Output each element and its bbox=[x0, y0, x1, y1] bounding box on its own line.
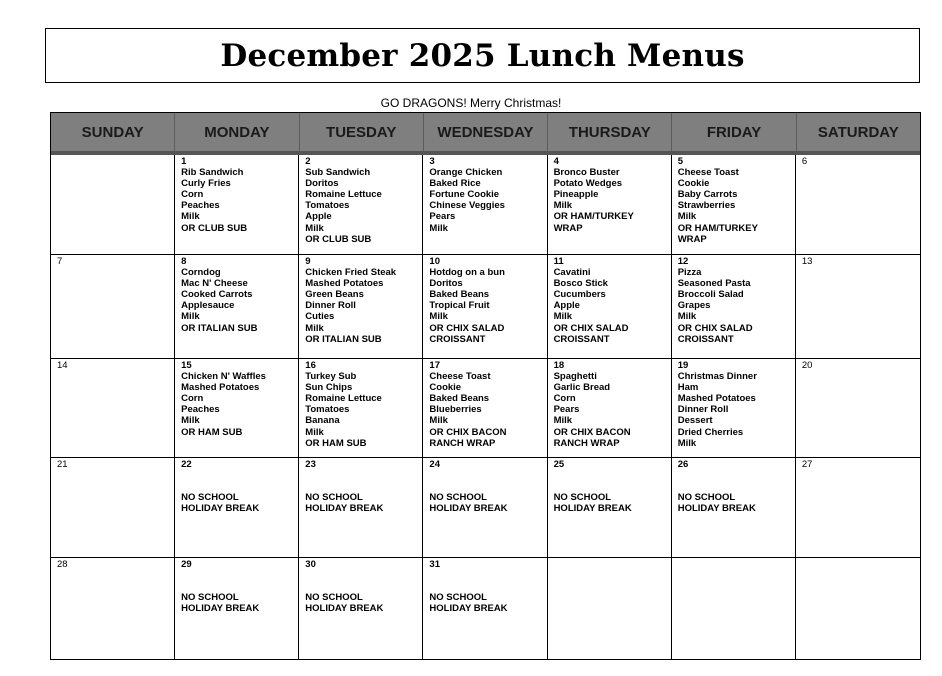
menu-item: WRAP bbox=[553, 222, 583, 234]
day-cell bbox=[299, 558, 423, 659]
day-cell bbox=[299, 458, 423, 558]
menu-item: OR CHIX BACON bbox=[553, 426, 631, 438]
menu-item: OR CLUB SUB bbox=[305, 233, 372, 245]
menu-item: Sun Chips bbox=[305, 382, 353, 394]
menu-item: Baby Carrots bbox=[677, 189, 738, 201]
day-cell bbox=[423, 359, 547, 458]
weekday-thursday: THURSDAY bbox=[548, 113, 672, 151]
day-number: 15 bbox=[181, 360, 192, 371]
menu-item: OR HAM SUB bbox=[181, 426, 243, 438]
menu-item: Apple bbox=[553, 300, 580, 312]
menu-item: Corndog bbox=[181, 267, 221, 279]
menu-item: Garlic Bread bbox=[553, 382, 611, 394]
menu-item: HOLIDAY BREAK bbox=[305, 603, 384, 615]
menu-item: Sub Sandwich bbox=[305, 167, 371, 179]
day-number: 27 bbox=[801, 459, 813, 470]
menu-item: Milk bbox=[181, 415, 200, 427]
menu-item: Doritos bbox=[305, 178, 339, 190]
menu-item: Dried Cherries bbox=[677, 426, 744, 438]
menu-item: Milk bbox=[181, 311, 200, 323]
menu-item: NO SCHOOL bbox=[181, 492, 239, 504]
day-number: 29 bbox=[181, 559, 192, 570]
day-cell bbox=[672, 458, 796, 558]
menu-item: RANCH WRAP bbox=[553, 437, 620, 449]
menu-item: Bronco Buster bbox=[553, 167, 620, 179]
day-cell bbox=[548, 359, 672, 458]
weekday-monday: MONDAY bbox=[175, 113, 299, 151]
menu-item: Cookie bbox=[677, 178, 710, 190]
weekday-friday: FRIDAY bbox=[672, 113, 796, 151]
menu-item: Corn bbox=[553, 393, 576, 405]
menu-item: Potato Wedges bbox=[553, 178, 623, 190]
day-number: 23 bbox=[305, 459, 316, 470]
day-number: 8 bbox=[181, 256, 187, 267]
page-title: December 2025 Lunch Menus bbox=[220, 37, 745, 74]
menu-item: Tropical Fruit bbox=[429, 300, 490, 312]
day-number: 18 bbox=[553, 360, 565, 371]
day-cell bbox=[423, 558, 547, 659]
day-cell bbox=[423, 458, 547, 558]
menu-item: HOLIDAY BREAK bbox=[429, 603, 508, 615]
menu-item: Cooked Carrots bbox=[181, 289, 253, 301]
menu-item: Dinner Roll bbox=[677, 404, 729, 416]
menu-item: Milk bbox=[553, 415, 573, 427]
menu-item: Tomatoes bbox=[305, 200, 350, 212]
menu-item: Mashed Potatoes bbox=[181, 382, 260, 394]
menu-item: Doritos bbox=[429, 278, 463, 290]
title-box bbox=[45, 28, 920, 83]
day-cell bbox=[51, 359, 175, 458]
menu-item: Milk bbox=[305, 322, 324, 334]
day-cell bbox=[548, 155, 672, 255]
menu-item: Milk bbox=[553, 311, 573, 323]
menu-item: HOLIDAY BREAK bbox=[181, 603, 260, 615]
weekday-wednesday: WEDNESDAY bbox=[424, 113, 548, 151]
menu-item: RANCH WRAP bbox=[429, 437, 496, 449]
menu-item: Romaine Lettuce bbox=[305, 189, 382, 201]
day-number: 28 bbox=[57, 559, 68, 570]
day-number: 13 bbox=[801, 256, 813, 267]
menu-item: OR ITALIAN SUB bbox=[305, 333, 382, 345]
menu-item: Chicken N' Waffles bbox=[181, 371, 266, 383]
menu-item: Fortune Cookie bbox=[429, 189, 500, 201]
menu-item: Pears bbox=[429, 211, 456, 223]
calendar bbox=[50, 112, 921, 660]
weekday-sunday: SUNDAY bbox=[51, 113, 175, 151]
menu-item: Cheese Toast bbox=[429, 371, 491, 383]
day-cell bbox=[51, 458, 175, 558]
day-number: 4 bbox=[553, 156, 559, 167]
menu-item: Pears bbox=[553, 404, 580, 416]
menu-item: CROISSANT bbox=[677, 333, 734, 345]
day-cell bbox=[299, 255, 423, 359]
menu-item: Green Beans bbox=[305, 289, 364, 301]
menu-item: Milk bbox=[677, 311, 697, 323]
menu-item: Milk bbox=[677, 437, 697, 449]
day-cell bbox=[548, 458, 672, 558]
menu-item: HOLIDAY BREAK bbox=[553, 503, 632, 515]
day-cell bbox=[796, 558, 920, 659]
weekday-saturday: SATURDAY bbox=[817, 123, 899, 141]
day-number: 17 bbox=[429, 360, 440, 371]
day-number: 25 bbox=[553, 459, 565, 470]
menu-item: Baked Beans bbox=[429, 289, 490, 301]
menu-item: Banana bbox=[305, 415, 340, 427]
menu-item: Cookie bbox=[429, 382, 462, 394]
day-cell bbox=[51, 155, 175, 255]
menu-item: Pineapple bbox=[553, 189, 599, 201]
menu-item: OR HAM/TURKEY bbox=[553, 211, 634, 223]
menu-item: Peaches bbox=[181, 200, 220, 212]
day-cell bbox=[796, 255, 920, 359]
day-number: 30 bbox=[305, 559, 316, 570]
day-cell bbox=[175, 359, 299, 458]
day-cell bbox=[299, 155, 423, 255]
day-cell bbox=[672, 558, 796, 659]
day-cell bbox=[796, 458, 920, 558]
menu-item: Christmas Dinner bbox=[677, 371, 757, 383]
day-number: 22 bbox=[181, 459, 192, 470]
day-number: 19 bbox=[677, 360, 689, 371]
menu-item: Pizza bbox=[677, 267, 702, 279]
menu-item: Chicken Fried Steak bbox=[305, 267, 397, 279]
day-number: 10 bbox=[429, 256, 440, 267]
day-number: 1 bbox=[181, 156, 187, 167]
menu-item: OR ITALIAN SUB bbox=[181, 322, 258, 334]
day-cell bbox=[548, 558, 672, 659]
day-cell bbox=[299, 359, 423, 458]
menu-item: CROISSANT bbox=[429, 333, 486, 345]
menu-item: Chinese Veggies bbox=[429, 200, 505, 212]
menu-item: Dinner Roll bbox=[305, 300, 356, 312]
menu-item: Apple bbox=[305, 211, 332, 223]
day-number: 3 bbox=[429, 156, 435, 167]
menu-item: Milk bbox=[305, 426, 324, 438]
menu-item: Bosco Stick bbox=[553, 278, 608, 290]
day-number: 26 bbox=[677, 459, 689, 470]
menu-item: Peaches bbox=[181, 404, 220, 416]
day-number: 24 bbox=[429, 459, 440, 470]
menu-item: NO SCHOOL bbox=[305, 592, 363, 604]
day-number: 16 bbox=[305, 360, 316, 371]
calendar-grid bbox=[51, 155, 920, 659]
day-number: 9 bbox=[305, 256, 311, 267]
day-cell bbox=[423, 155, 547, 255]
day-cell bbox=[672, 155, 796, 255]
menu-item: NO SCHOOL bbox=[677, 492, 736, 504]
day-number: 12 bbox=[677, 256, 689, 267]
menu-item: Milk bbox=[553, 200, 573, 212]
day-cell bbox=[51, 255, 175, 359]
menu-item: HOLIDAY BREAK bbox=[677, 503, 756, 515]
menu-item: Seasoned Pasta bbox=[677, 278, 751, 290]
menu-item: Baked Rice bbox=[429, 178, 481, 190]
menu-item: Dessert bbox=[677, 415, 713, 427]
day-cell bbox=[51, 558, 175, 659]
menu-item: HOLIDAY BREAK bbox=[305, 503, 384, 515]
menu-item: OR CHIX SALAD bbox=[677, 322, 753, 334]
menu-item: OR CLUB SUB bbox=[181, 222, 248, 234]
menu-item: Cheese Toast bbox=[677, 167, 739, 179]
menu-item: Tomatoes bbox=[305, 404, 350, 416]
menu-item: Romaine Lettuce bbox=[305, 393, 382, 405]
day-cell bbox=[175, 255, 299, 359]
menu-item: Orange Chicken bbox=[429, 167, 503, 179]
menu-item: Baked Beans bbox=[429, 393, 490, 405]
menu-item: Curly Fries bbox=[181, 178, 231, 190]
day-cell bbox=[175, 558, 299, 659]
menu-item: Corn bbox=[181, 189, 204, 201]
menu-item: NO SCHOOL bbox=[305, 492, 363, 504]
menu-item: Blueberries bbox=[429, 404, 482, 416]
subtitle: GO DRAGONS! Merry Christmas! bbox=[380, 96, 562, 110]
day-cell bbox=[423, 255, 547, 359]
day-cell bbox=[548, 255, 672, 359]
weekday-header bbox=[51, 113, 920, 155]
menu-item: Mashed Potatoes bbox=[305, 278, 384, 290]
day-cell bbox=[796, 359, 920, 458]
menu-item: Applesauce bbox=[181, 300, 235, 312]
menu-item: NO SCHOOL bbox=[181, 592, 239, 604]
menu-item: Rib Sandwich bbox=[181, 167, 244, 179]
menu-item: OR CHIX SALAD bbox=[553, 322, 629, 334]
menu-item: OR HAM/TURKEY bbox=[677, 222, 758, 234]
menu-item: Turkey Sub bbox=[305, 371, 357, 383]
menu-item: HOLIDAY BREAK bbox=[181, 503, 260, 515]
menu-item: NO SCHOOL bbox=[553, 492, 612, 504]
day-cell bbox=[175, 155, 299, 255]
menu-item: Spaghetti bbox=[553, 371, 597, 383]
menu-item: Mashed Potatoes bbox=[677, 393, 756, 405]
menu-item: Broccoli Salad bbox=[677, 289, 744, 301]
day-cell bbox=[796, 155, 920, 255]
menu-item: HOLIDAY BREAK bbox=[429, 503, 508, 515]
day-cell bbox=[175, 458, 299, 558]
menu-item: Corn bbox=[181, 393, 204, 405]
weekday-tuesday: TUESDAY bbox=[300, 113, 424, 151]
menu-item: OR CHIX SALAD bbox=[429, 322, 505, 334]
menu-item: OR CHIX BACON bbox=[429, 426, 507, 438]
menu-item: Strawberries bbox=[677, 200, 736, 212]
day-number: 7 bbox=[57, 256, 63, 267]
menu-item: Milk bbox=[181, 211, 200, 223]
day-cell bbox=[672, 255, 796, 359]
menu-item: CROISSANT bbox=[553, 333, 610, 345]
menu-item: NO SCHOOL bbox=[429, 492, 487, 504]
menu-item: NO SCHOOL bbox=[429, 592, 487, 604]
day-number: 20 bbox=[801, 360, 813, 371]
day-cell bbox=[672, 359, 796, 458]
menu-item: OR HAM SUB bbox=[305, 437, 367, 449]
day-number: 2 bbox=[305, 156, 311, 167]
menu-item: Milk bbox=[677, 211, 697, 223]
day-number: 6 bbox=[801, 156, 808, 167]
day-number: 21 bbox=[57, 459, 68, 470]
menu-item: Milk bbox=[429, 415, 448, 427]
menu-item: Milk bbox=[305, 222, 324, 234]
menu-item: Ham bbox=[677, 382, 699, 394]
menu-item: Hotdog on a bun bbox=[429, 267, 505, 279]
menu-item: Cucumbers bbox=[553, 289, 606, 301]
menu-item: Milk bbox=[429, 311, 448, 323]
menu-item: Cuties bbox=[305, 311, 335, 323]
menu-item: Mac N' Cheese bbox=[181, 278, 248, 290]
menu-item: WRAP bbox=[677, 233, 707, 245]
menu-item: Grapes bbox=[677, 300, 711, 312]
menu-item: Cavatini bbox=[553, 267, 591, 279]
day-number: 11 bbox=[553, 256, 564, 267]
day-number: 14 bbox=[57, 360, 68, 371]
day-number: 5 bbox=[677, 156, 683, 167]
day-number: 31 bbox=[429, 559, 440, 570]
menu-item: Milk bbox=[429, 222, 448, 234]
